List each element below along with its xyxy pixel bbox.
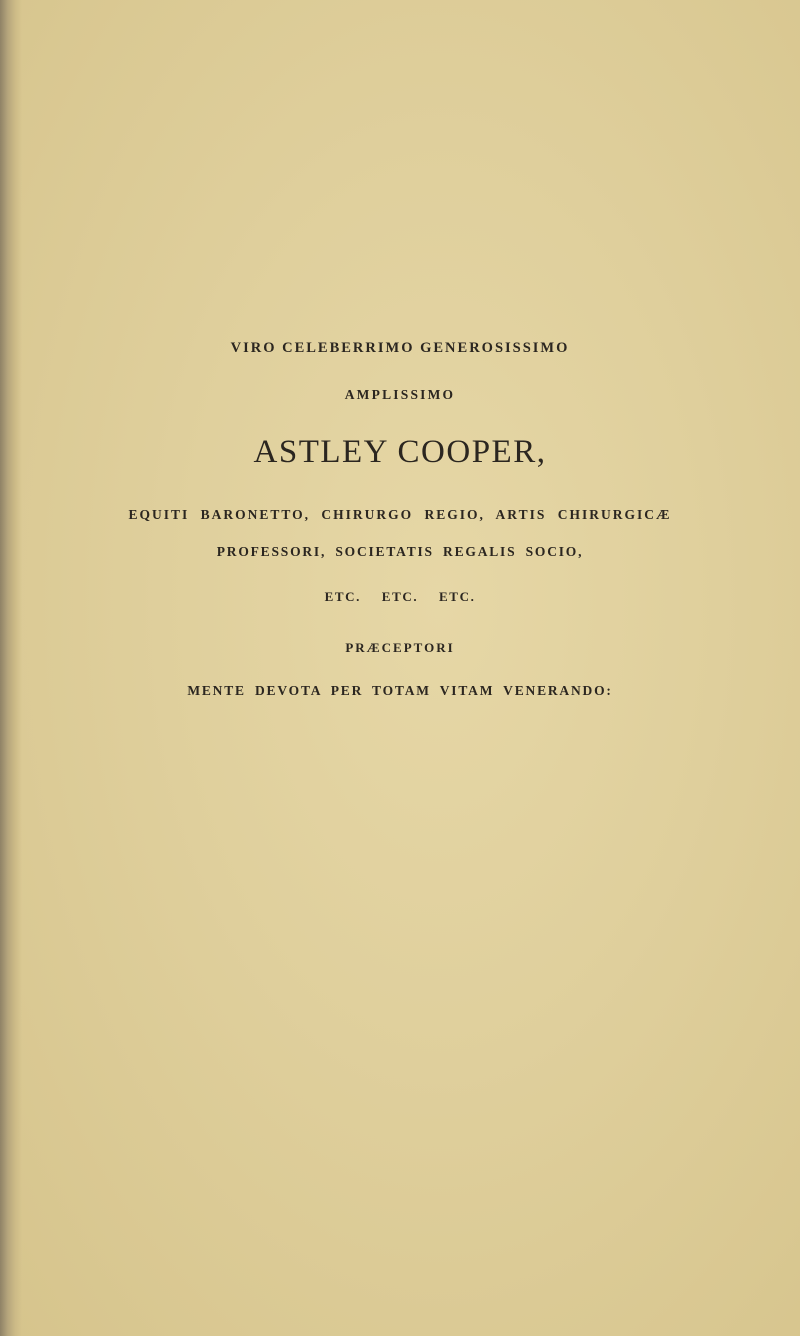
dedication-praeceptori: PRÆCEPTORI [345,640,455,655]
dedication-titles-line-2: PROFESSORI, SOCIETATIS REGALIS SOCIO, [216,544,584,559]
dedication-closing-line: MENTE DEVOTA PER TOTAM VITAM VENERANDO: [187,683,613,698]
dedication-line-1: VIRO CELEBERRIMO GENEROSISSIMO [230,340,570,356]
page-binding-edge [0,0,22,1336]
dedication-titles-line-1: EQUITI BARONETTO, CHIRURGO REGIO, ARTIS CHIRURGICÆ [128,507,672,522]
dedication-etc-line: ETC. ETC. ETC. [324,589,476,604]
dedication-line-2: AMPLISSIMO [344,387,456,402]
dedicatee-name: ASTLEY COOPER, [253,434,547,470]
